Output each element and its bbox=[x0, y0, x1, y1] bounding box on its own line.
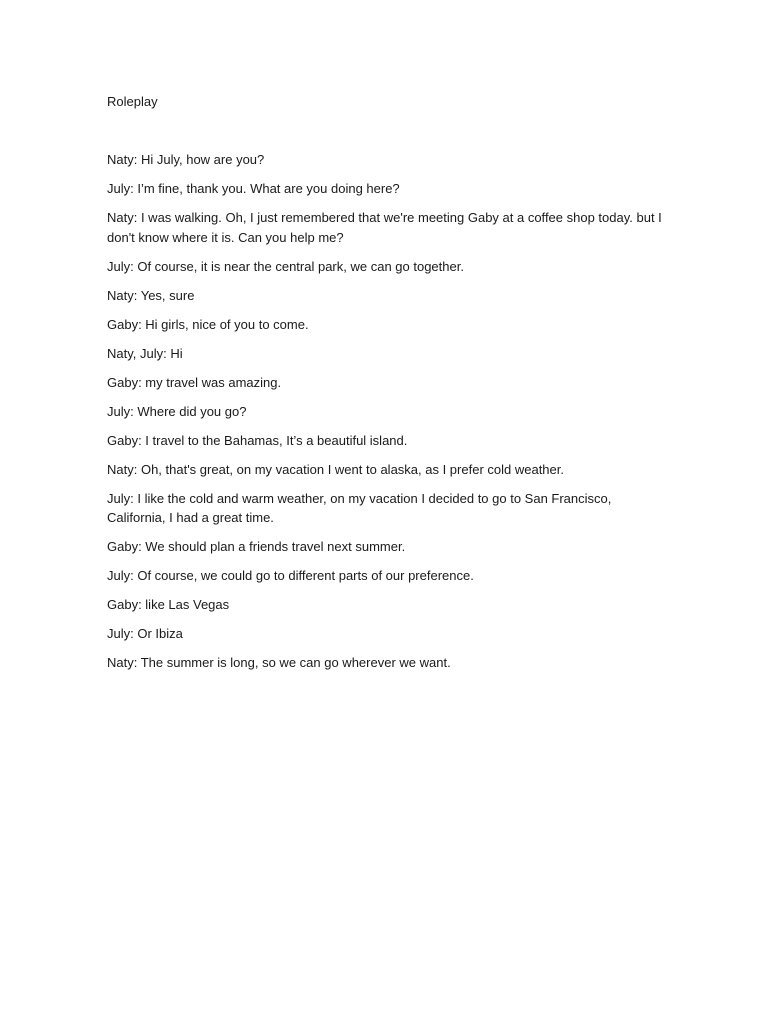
dialogue-line: Naty, July: Hi bbox=[107, 345, 183, 361]
dialogue-line: Gaby: my travel was amazing. bbox=[107, 374, 282, 390]
dialogue-line: Gaby: Hi girls, nice of you to come. bbox=[107, 316, 309, 332]
dialogue-line: Gaby: like Las Vegas bbox=[107, 597, 230, 612]
dialogue-line: Naty: The summer is long, so we can go wherever we want. bbox=[107, 655, 451, 670]
dialogue-line: July: I like the cold and warm weather, on my vacation I decided to go to San Francisco, California, I had a great time. bbox=[107, 490, 612, 525]
dialogue-line: July: I’m fine, thank you. What are you doing here? bbox=[107, 181, 400, 196]
dialogue-line: Naty: Yes, sure bbox=[107, 287, 195, 303]
document-title: Roleplay bbox=[107, 94, 158, 109]
dialogue-line: Naty: I was walking. Oh, I just remembered that we're meeting Gaby at a coffee shop today. but I don't know where it is. Can you help me? bbox=[107, 210, 662, 245]
dialogue-line: Gaby: We should plan a friends travel next summer. bbox=[107, 539, 406, 554]
dialogue-line: Naty: Hi July, how are you? bbox=[107, 152, 265, 167]
dialogue-line: July: Where did you go? bbox=[107, 403, 247, 419]
dialogue-line: July: Of course, it is near the central park, we can go together. bbox=[107, 258, 464, 274]
dialogue-line: Naty: Oh, that's great, on my vacation I went to alaska, as I prefer cold weather. bbox=[107, 461, 564, 477]
dialogue-list bbox=[107, 150, 667, 682]
dialogue-line: July: Or Ibiza bbox=[107, 626, 183, 641]
dialogue-line: Gaby: I travel to the Bahamas, It’s a beautiful island. bbox=[107, 432, 408, 448]
dialogue-line: July: Of course, we could go to different parts of our preference. bbox=[107, 568, 474, 583]
